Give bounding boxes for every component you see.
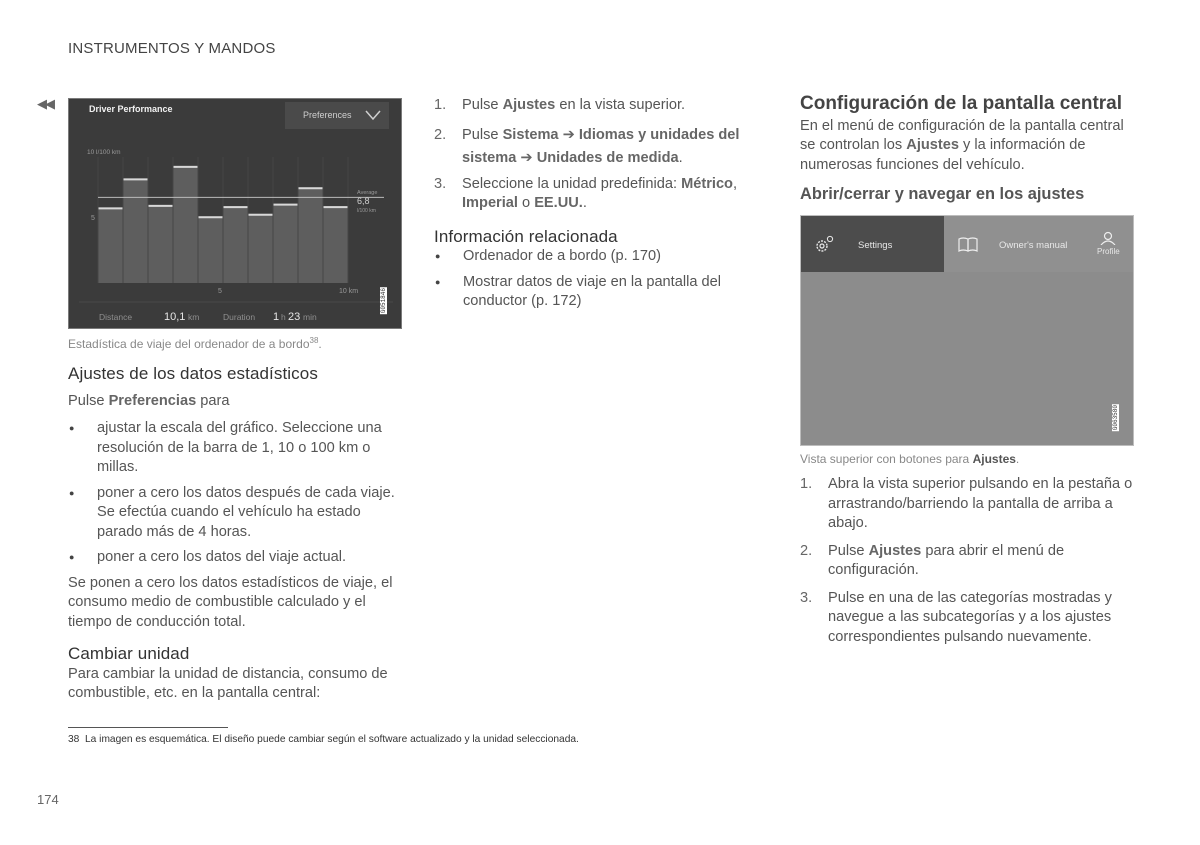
- heading-change-unit: Cambiar unidad: [68, 644, 190, 663]
- bold-term: Métrico: [681, 175, 733, 192]
- bold-term: Ajustes: [972, 452, 1016, 466]
- text: Seleccione la unidad predefinida:: [462, 175, 682, 192]
- caption-text: Estadística de viaje del ordenador de a bordo: [68, 337, 310, 351]
- text: En el menú de configuración de la pantalla central se controlan los: [800, 117, 1124, 153]
- duration-label: Duration: [223, 312, 256, 322]
- text: Abra la vista superior pulsando en la pestaña o arrastrando/barriendo la pantalla de arriba a abajo.: [828, 476, 1133, 531]
- intro-paragraph: [800, 117, 1134, 176]
- gear-icon: [813, 235, 835, 255]
- chart-bar: [174, 166, 198, 283]
- step-item: [800, 589, 1134, 648]
- step-number: 2.: [800, 542, 813, 559]
- footnote-text: La imagen es esquemática. El diseño puede cambiar según el software actualizado y la unidad seleccionada.: [85, 734, 579, 745]
- chart-bar: [149, 205, 173, 283]
- chart-bar: [224, 206, 248, 283]
- heading-nav: Abrir/cerrar y navegar en los ajustes: [800, 185, 1085, 203]
- duration-minutes: 23: [288, 311, 301, 323]
- text: Pulse en una de las categorías mostradas y navegue a las subcategorías y a los ajustes correspondientes pulsando nuevamente.: [828, 589, 1112, 645]
- bold-term: Ajustes: [502, 97, 556, 113]
- image-code: G051846: [380, 288, 387, 314]
- text: ,: [732, 175, 738, 192]
- footnote-number: 38: [68, 734, 80, 745]
- footnote-ref[interactable]: 38: [309, 336, 319, 345]
- text: Pulse: [462, 126, 503, 143]
- caption-end: .: [318, 337, 322, 351]
- middle-column: [434, 96, 764, 312]
- chart-bar: [199, 216, 223, 283]
- average-value: 6,8: [357, 196, 370, 206]
- text: Pulse: [462, 97, 503, 113]
- step-item: [800, 475, 1134, 534]
- chart-bar: [249, 214, 273, 283]
- text: Pulse: [828, 542, 869, 559]
- section-header: INSTRUMENTOS Y MANDOS: [68, 40, 276, 57]
- text: .: [678, 149, 683, 166]
- distance-label: Distance: [99, 312, 133, 322]
- reset-paragraph: Se ponen a cero los datos estadísticos de viaje, el consumo medio de combustible calculado y el tiempo de conducción total.: [68, 574, 393, 630]
- owners-manual-button[interactable]: [944, 216, 1084, 272]
- footnote: [68, 734, 579, 745]
- bold-term: Imperial: [462, 195, 518, 211]
- trip-chart: [69, 99, 402, 329]
- y-axis-label: 10 l/100 km: [87, 149, 121, 156]
- text: y la información de numerosas funciones del vehículo.: [800, 137, 1086, 173]
- caption-text: Vista superior con botones para: [800, 452, 973, 466]
- step-number: 2.: [434, 126, 447, 143]
- unit-steps: [434, 96, 764, 214]
- chart-bar: [274, 204, 298, 283]
- duration-hours-unit: h: [281, 312, 286, 322]
- bold-term: Sistema ➔ Idiomas y unidades del sistema ➔ Unidades de medida: [462, 126, 740, 166]
- chart-bar: [299, 187, 323, 283]
- step-number: 1.: [434, 97, 447, 113]
- step-item: [800, 542, 1134, 581]
- text: para abrir el menú de configuración.: [828, 542, 1065, 578]
- step-number: 1.: [800, 476, 813, 492]
- settings-screen: [800, 215, 1134, 446]
- list-item: ● poner a cero los datos después de cada viaje. Se efectúa cuando el vehículo ha estado parado más de 4 horas.: [68, 484, 403, 543]
- figure-caption: [68, 336, 322, 351]
- text: o: [517, 195, 535, 211]
- text: para: [196, 392, 230, 409]
- related-link[interactable]: ● Ordenador de a bordo (p. 170): [434, 247, 764, 267]
- left-column: [68, 364, 403, 704]
- profile-icon: [1099, 231, 1117, 245]
- page-number: 174: [37, 792, 59, 807]
- right-steps-column: [800, 475, 1134, 647]
- image-code: G063580: [1112, 405, 1119, 431]
- bold-term: Ajustes: [906, 137, 959, 153]
- step-item: [434, 175, 764, 214]
- distance-value: 10,1: [164, 311, 186, 323]
- back-arrows-icon[interactable]: ◀◀: [37, 96, 53, 111]
- bold-term: Ajustes: [868, 542, 922, 559]
- footnote-rule: [68, 727, 228, 728]
- driver-performance-screen: [68, 98, 402, 329]
- owners-manual-label: Owner's manual: [999, 240, 1068, 251]
- book-icon: [958, 237, 978, 252]
- text: Pulse: [68, 392, 109, 409]
- heading-config: Configuración de la pantalla central: [800, 93, 1123, 114]
- stats-bullets: [68, 419, 403, 568]
- related-link[interactable]: ● Mostrar datos de viaje en la pantalla del conductor (p. 172): [434, 273, 764, 312]
- chart-bar: [124, 178, 148, 283]
- preferences-label: Preferences: [303, 110, 352, 120]
- chart-bar: [324, 206, 348, 283]
- step-number: 3.: [434, 175, 447, 192]
- settings-label: Settings: [858, 240, 893, 251]
- average-unit: l/100 km: [357, 208, 376, 214]
- related-list: [434, 247, 764, 312]
- bold-term: EE.UU.: [534, 195, 583, 211]
- x-tick-max: 10 km: [339, 288, 359, 295]
- heading-stats: Ajustes de los datos estadísticos: [68, 364, 318, 383]
- profile-button[interactable]: [1091, 216, 1134, 272]
- profile-label: Profile: [1097, 247, 1120, 256]
- settings-steps: [800, 475, 1134, 647]
- text: .: [582, 195, 587, 211]
- heading-related: Información relacionada: [434, 226, 618, 246]
- screen-title: Driver Performance: [89, 104, 173, 114]
- distance-unit: km: [188, 312, 200, 322]
- step-item: [434, 96, 764, 116]
- average-label: Average: [357, 190, 378, 196]
- x-tick-mid: 5: [218, 288, 222, 295]
- bold-term: Preferencias: [108, 392, 197, 409]
- figure-caption: [800, 452, 1019, 466]
- step-number: 3.: [800, 589, 813, 606]
- change-paragraph: Para cambiar la unidad de distancia, consumo de combustible, etc. en la pantalla central:: [68, 665, 388, 701]
- pulse-paragraph: [68, 392, 403, 412]
- step-item: [434, 124, 764, 170]
- duration-hours: 1: [273, 311, 280, 323]
- y-tick-mid: 5: [91, 215, 95, 222]
- text: en la vista superior.: [555, 97, 686, 113]
- caption-end: .: [1015, 452, 1020, 466]
- settings-button[interactable]: [801, 216, 944, 272]
- duration-minutes-unit: min: [303, 312, 317, 322]
- chart-bar: [99, 207, 123, 283]
- list-item: ● ajustar la escala del gráfico. Seleccione una resolución de la barra de 1, 10 o 100 km o millas.: [68, 419, 403, 478]
- list-item: ● poner a cero los datos del viaje actual.: [68, 548, 403, 568]
- right-column: [800, 94, 1134, 205]
